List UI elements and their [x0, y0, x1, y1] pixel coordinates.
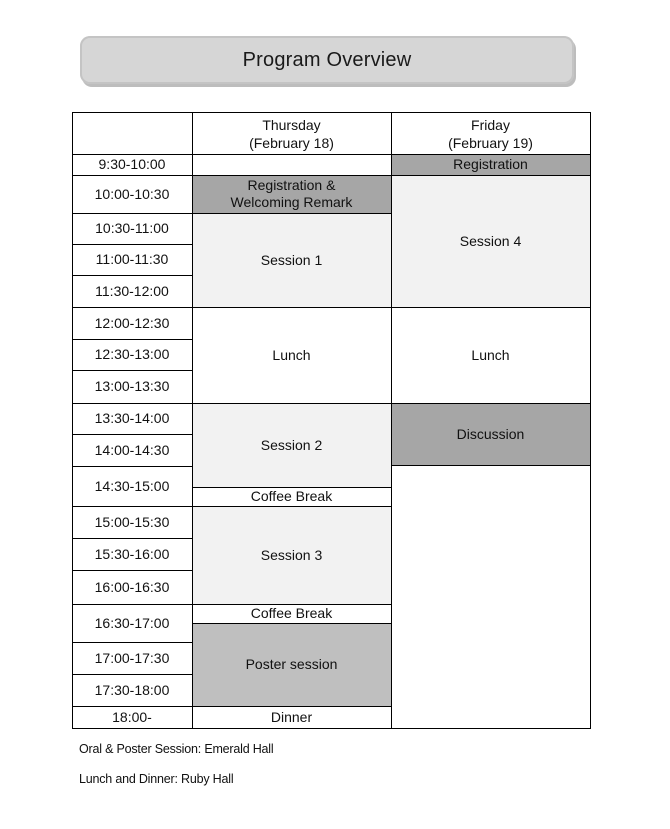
- time-label: 18:00-: [112, 708, 152, 725]
- time-label: 11:30-12:00: [95, 282, 169, 299]
- time-label: 10:30-11:00: [95, 220, 169, 236]
- thursday-session2-label: Session 2: [260, 436, 323, 453]
- venue-note-meals: Lunch and Dinner: Ruby Hall: [79, 772, 234, 786]
- thursday-coffee-break-2-label: Coffee Break: [250, 605, 333, 621]
- thursday-session1-label: Session 1: [260, 251, 323, 268]
- time-label: 14:30-15:00: [94, 477, 170, 494]
- thursday-dinner-label: Dinner: [270, 708, 313, 725]
- page-title: Program Overview: [242, 48, 412, 71]
- friday-session4-label: Session 4: [459, 232, 522, 249]
- thursday-session3-label: Session 3: [260, 546, 323, 563]
- header-thursday-label: Thursday (February 18): [249, 116, 334, 151]
- time-label: 15:00-15:30: [94, 513, 170, 530]
- time-label: 9:30-10:00: [98, 156, 166, 172]
- time-label: 12:00-12:30: [94, 314, 170, 331]
- thursday-poster-session-label: Poster session: [245, 656, 338, 672]
- venue-note-oral-poster: Oral & Poster Session: Emerald Hall: [79, 742, 274, 756]
- thursday-coffee-break-1-label: Coffee Break: [250, 488, 333, 504]
- friday-lunch-label: Lunch: [471, 346, 510, 363]
- time-label: 14:00-14:30: [94, 441, 170, 458]
- time-label: 13:00-13:30: [94, 378, 170, 394]
- time-label: 10:00-10:30: [94, 185, 170, 202]
- time-label: 13:30-14:00: [94, 410, 170, 426]
- thursday-lunch-label: Lunch: [272, 346, 311, 363]
- friday-discussion-label: Discussion: [456, 425, 525, 442]
- time-label: 12:30-13:00: [94, 346, 170, 362]
- friday-registration-label: Registration: [453, 156, 528, 172]
- header-friday-label: Friday (February 19): [448, 116, 533, 151]
- time-label: 16:30-17:00: [94, 614, 170, 631]
- time-label: 17:00-17:30: [94, 649, 170, 666]
- thursday-registration-label: Registration & Welcoming Remark: [230, 177, 353, 210]
- time-label: 16:00-16:30: [94, 578, 170, 595]
- time-label: 17:30-18:00: [94, 681, 170, 698]
- time-label: 15:30-16:00: [94, 545, 170, 562]
- time-label: 11:00-11:30: [95, 251, 169, 267]
